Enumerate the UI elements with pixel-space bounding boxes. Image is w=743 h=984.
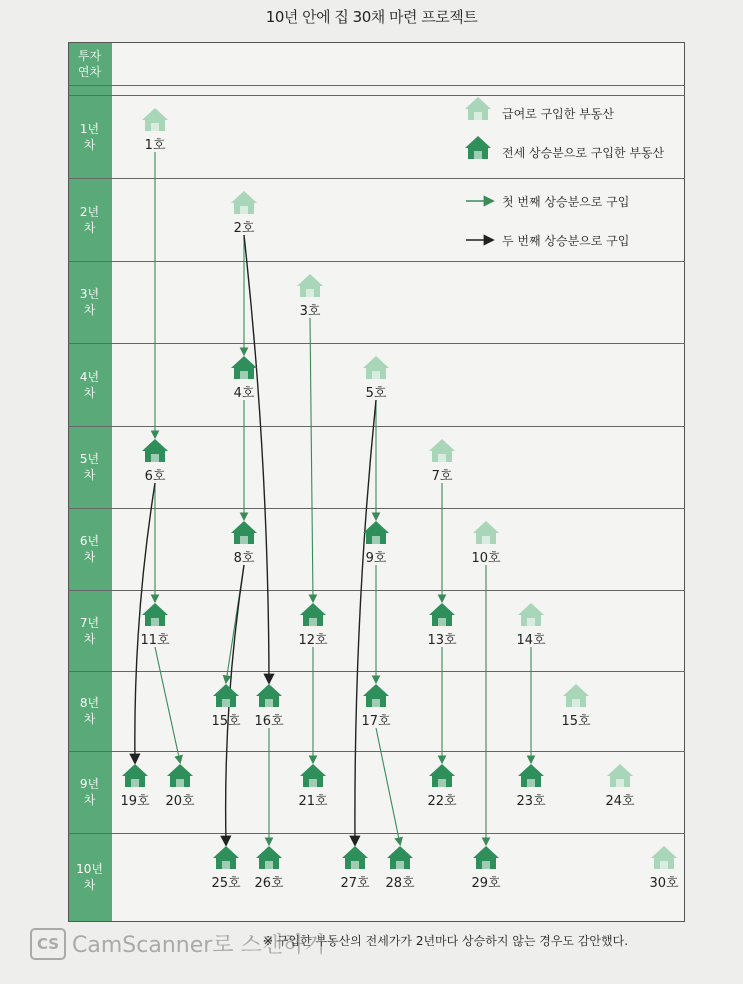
year-label-text: 10년 (76, 861, 103, 876)
year-label-text: 9년 (79, 777, 100, 791)
house-label: 30호 (649, 876, 679, 891)
house-icon (429, 603, 455, 626)
header-label-line1: 투자 (77, 49, 102, 63)
year-label-text: 4년 (79, 369, 100, 384)
legend-deposit-house-label: 전세 상승분으로 구입한 부동산 (502, 146, 665, 160)
house-icon (122, 764, 148, 787)
house-label: 12호 (298, 633, 328, 648)
year-label-text: 차 (83, 303, 96, 317)
house-label: 16호 (254, 714, 284, 729)
house-label: 4호 (233, 386, 255, 401)
house-label: 11호 (140, 633, 170, 648)
house-icon (300, 603, 326, 626)
year-label-text: 차 (83, 220, 96, 235)
house-icon (231, 521, 257, 544)
house-icon (142, 108, 168, 131)
legend-second-rise-label: 두 번째 상승분으로 구입 (502, 234, 630, 248)
house-icon (213, 684, 239, 707)
house-icon (518, 764, 544, 787)
house-label: 7호 (431, 469, 453, 484)
house-icon (363, 356, 389, 379)
house-icon (473, 846, 499, 869)
house-label: 19호 (120, 794, 150, 809)
house-icon (651, 846, 677, 869)
house-icon (256, 846, 282, 869)
second-rise-arrow (355, 400, 376, 844)
year-label-text: 차 (83, 385, 96, 400)
house-icon (256, 684, 282, 707)
year-label-text: 6년 (79, 534, 100, 548)
house-icon (429, 764, 455, 787)
house-label: 13호 (427, 633, 457, 648)
house-icon (213, 846, 239, 869)
house-label: 17호 (361, 714, 391, 729)
legend-deposit-house-icon (465, 136, 491, 159)
house-icon (363, 684, 389, 707)
house-label: 23호 (516, 794, 546, 809)
house-label: 15호 (561, 714, 591, 729)
watermark-text: CamScanner로 스캔하기 (72, 933, 326, 958)
house-label: 27호 (340, 876, 370, 891)
year-label-text: 8년 (79, 696, 100, 710)
house-icon (142, 439, 168, 462)
camscanner-logo: CS (30, 928, 66, 960)
year-label-text: 5년 (79, 452, 100, 466)
house-icon (142, 603, 168, 626)
year-label-text: 3년 (79, 287, 100, 301)
year-label-text: 차 (83, 468, 96, 482)
house-icon (563, 684, 589, 707)
footnote: ※ 구입한 부동산의 전세가가 2년마다 상승하지 않는 경우도 감안했다. (263, 934, 629, 948)
house-label: 24호 (605, 794, 635, 809)
house-label: 26호 (254, 876, 284, 891)
house-label: 21호 (298, 794, 328, 809)
year-label-text: 2년 (79, 204, 100, 219)
house-label: 1호 (144, 138, 166, 153)
year-label-text: 1년 (79, 121, 100, 136)
house-icon (300, 764, 326, 787)
house-icon (363, 521, 389, 544)
header-label-line2: 연차 (77, 65, 102, 79)
house-icon (518, 603, 544, 626)
house-label: 5호 (365, 386, 387, 401)
year-label-text: 차 (83, 550, 96, 564)
legend-salary-house-icon (465, 97, 491, 120)
house-icon (342, 846, 368, 869)
house-label: 8호 (233, 551, 255, 566)
first-rise-arrow (310, 318, 313, 601)
house-label: 10호 (471, 551, 501, 566)
legend-salary-house-label: 급여로 구입한 부동산 (502, 107, 614, 121)
year-label-text: 차 (83, 712, 96, 726)
house-label: 9호 (365, 551, 387, 566)
house-icon (167, 764, 193, 787)
house-icon (607, 764, 633, 787)
house-label: 20호 (165, 794, 195, 809)
legend-first-rise-label: 첫 번째 상승분으로 구입 (502, 195, 630, 209)
first-rise-arrow (376, 728, 400, 844)
house-icon (231, 191, 257, 214)
year-label-text: 차 (83, 137, 96, 152)
house-icon (231, 356, 257, 379)
year-label-text: 차 (83, 793, 96, 807)
year-label-text: 차 (83, 877, 96, 892)
house-icon (429, 439, 455, 462)
house-label: 22호 (427, 794, 457, 809)
house-icon (387, 846, 413, 869)
second-rise-arrow (244, 235, 269, 682)
house-label: 15호 (211, 714, 241, 729)
house-icon (473, 521, 499, 544)
house-label: 14호 (516, 633, 546, 648)
house-label: 3호 (299, 304, 321, 319)
first-rise-arrow (155, 647, 180, 762)
house-label: 6호 (144, 469, 166, 484)
house-label: 25호 (211, 876, 241, 891)
house-icon (297, 274, 323, 297)
year-label-text: 7년 (79, 615, 100, 630)
house-label: 29호 (471, 876, 501, 891)
house-label: 2호 (233, 221, 255, 236)
page-title: 10년 안에 집 30채 마련 프로젝트 (265, 8, 478, 26)
year-label-text: 차 (83, 631, 96, 646)
house-label: 28호 (385, 876, 415, 891)
